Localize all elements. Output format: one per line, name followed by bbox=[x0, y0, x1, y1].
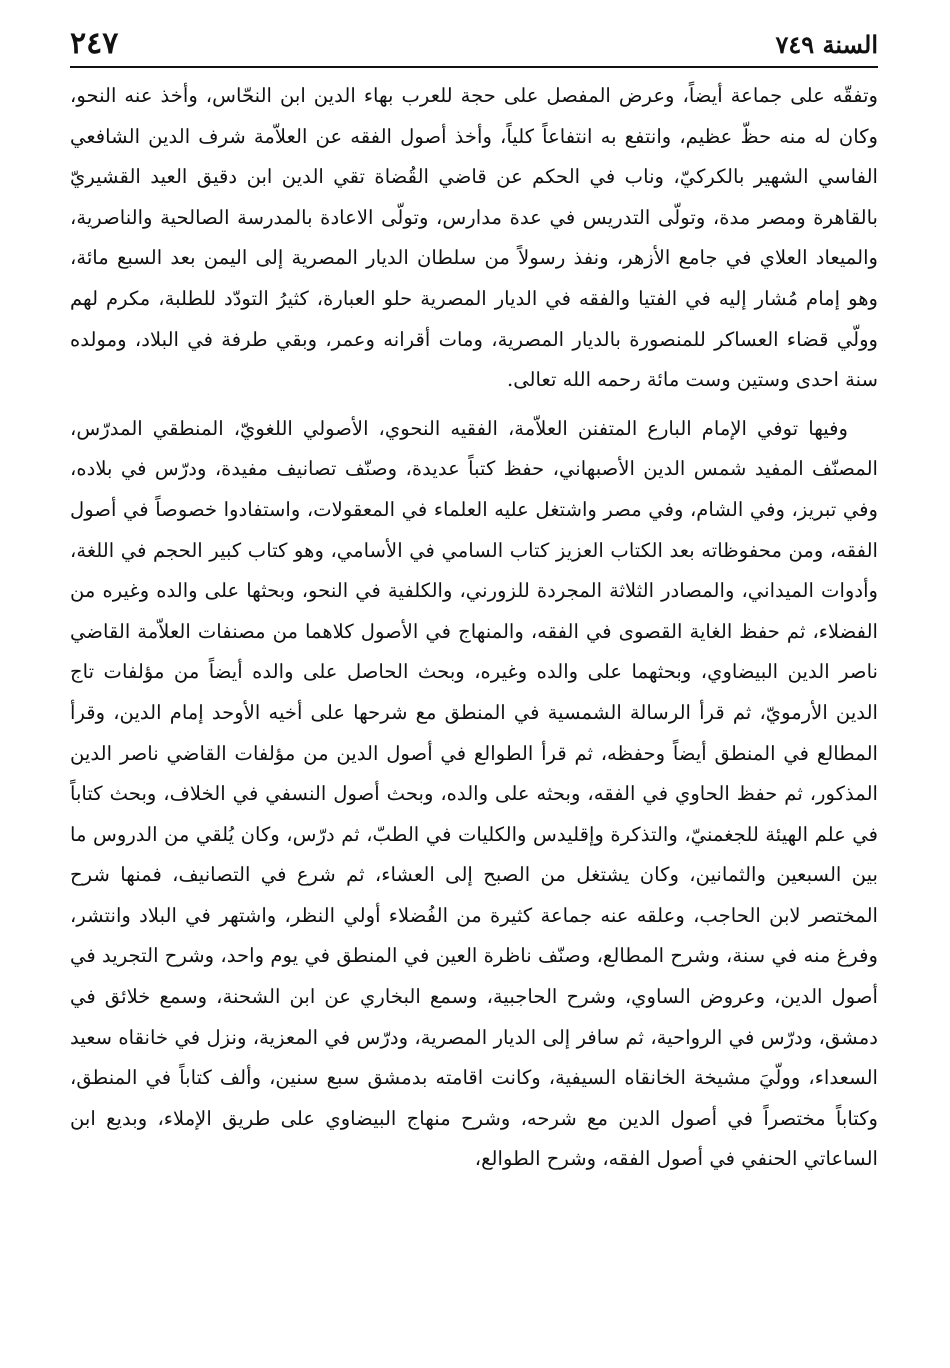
page-header bbox=[70, 22, 878, 68]
running-head-year: السنة ٧٤٩ bbox=[775, 30, 878, 59]
paragraph-1: وتفقّه على جماعة أيضاً، وعرض المفصل على حجة للعرب بهاء الدين ابن النحّاس، وأخذ عنه النحو، وكان له منه حظّ عظيم، وانتفع به انتفاعاً كلياً، وأخذ أصول الفقه عن العلاّمة شرف الدين الشافعي الفاسي الشهير بالكركيّ، وناب في الحكم عن قاضي القُضاة تقي الدين ابن دقيق العيد القشيريّ بالقاهرة ومصر مدة، وتولّى التدريس في عدة مدارس، وتولّى الاعادة بالمدرسة الصالحية والناصرية، والميعاد العلاي في جامع الأزهر، ونفذ رسولاً من سلطان الديار المصرية إلى اليمن بعد السبع مائة، وهو إمام مُشار إليه في الفتيا والفقه في الديار المصرية حلو العبارة، كثيرُ التودّد للطلبة، مكرم لهم وولّي قضاء العساكر للمنصورة بالديار المصرية، ومات أقرانه وعمر، وبقي طرفة في البلاد، ومولده سنة احدى وستين وست مائة رحمه الله تعالى. bbox=[70, 84, 878, 392]
page-body bbox=[70, 68, 878, 1180]
page-number: ٢٤٧ bbox=[70, 26, 119, 61]
book-page bbox=[70, 22, 878, 1352]
paragraph-2: وفيها توفي الإمام البارع المتفنن العلاّمة، الفقيه النحوي، الأصولي اللغويّ، المنطقي المدرّس، المصنّف المفيد شمس الدين الأصبهاني، حفظ كتباً عديدة، وصنّف تصانيف مفيدة، ودرّس في بلاده، وفي تبريز، وفي الشام، وفي مصر واشتغل عليه العلماء في المعقولات، واستفادوا خصوصاً في أصول الفقه، ومن محفوظاته بعد الكتاب العزيز كتاب السامي في الأسامي، وهو كتاب كبير الحجم في اللغة، وأدوات الميداني، والمصادر الثلاثة المجردة للزورني، والكلفية في النحو، وبحثها على والده وغيره من الفضلاء، ثم حفظ الغاية القصوى في الفقه، والمنهاج في الأصول كلاهما من مصنفات العلاّمة القاضي ناصر الدين البيضاوي، وبحثهما على والده وغيره، وبحث الحاصل على والده أيضاً من مؤلفات تاج الدين الأرمويّ، ثم قرأ الرسالة الشمسية في المنطق مع شرحها على أخيه الأوحد إمام الدين، وقرأ المطالع في المنطق أيضاً وحفظه، ثم قرأ الطوالع في أصول الدين من مؤلفات القاضي ناصر الدين المذكور، ثم حفظ الحاوي في الفقه، وبحثه على والده، وبحث أصول النسفي في الخلاف، وبحث كتاباً في علم الهيئة للجغمنيّ، والتذكرة وإقليدس والكليات في الطبّ، ثم درّس، وكان يُلقي من الدروس ما بين السبعين والثمانين، وكان يشتغل من الصبح إلى العشاء، ثم شرع في التصانيف، فمنها شرح المختصر لابن الحاجب، وعلقه عنه جماعة كثيرة من الفُضلاء أولي النظر، واشتهر في البلاد وانتشر، وفرغ منه في سنة، وشرح المطالع، وصنّف ناظرة العين في المنطق في يوم واحد، وشرح التجريد في أصول الدين، وعروض الساوي، وشرح الحاجبية، وسمع البخاري عن ابن الشحنة، وسمع خلائق في دمشق، ودرّس في الرواحية، ثم سافر إلى الديار المصرية، ودرّس في المعزية، ونزل في خانقاه سعيد السعداء، وولّيَ مشيخة الخانقاه السيفية، وكانت اقامته بدمشق سبع سنين، وألف كتاباً في المنطق، وكتاباً مختصراً في أصول الدين مع شرحه، وشرح منهاج البيضاوي على طريق الإملاء، وبديع ابن الساعاتي الحنفي في أصول الفقه، وشرح الطوالع، bbox=[70, 416, 878, 1171]
